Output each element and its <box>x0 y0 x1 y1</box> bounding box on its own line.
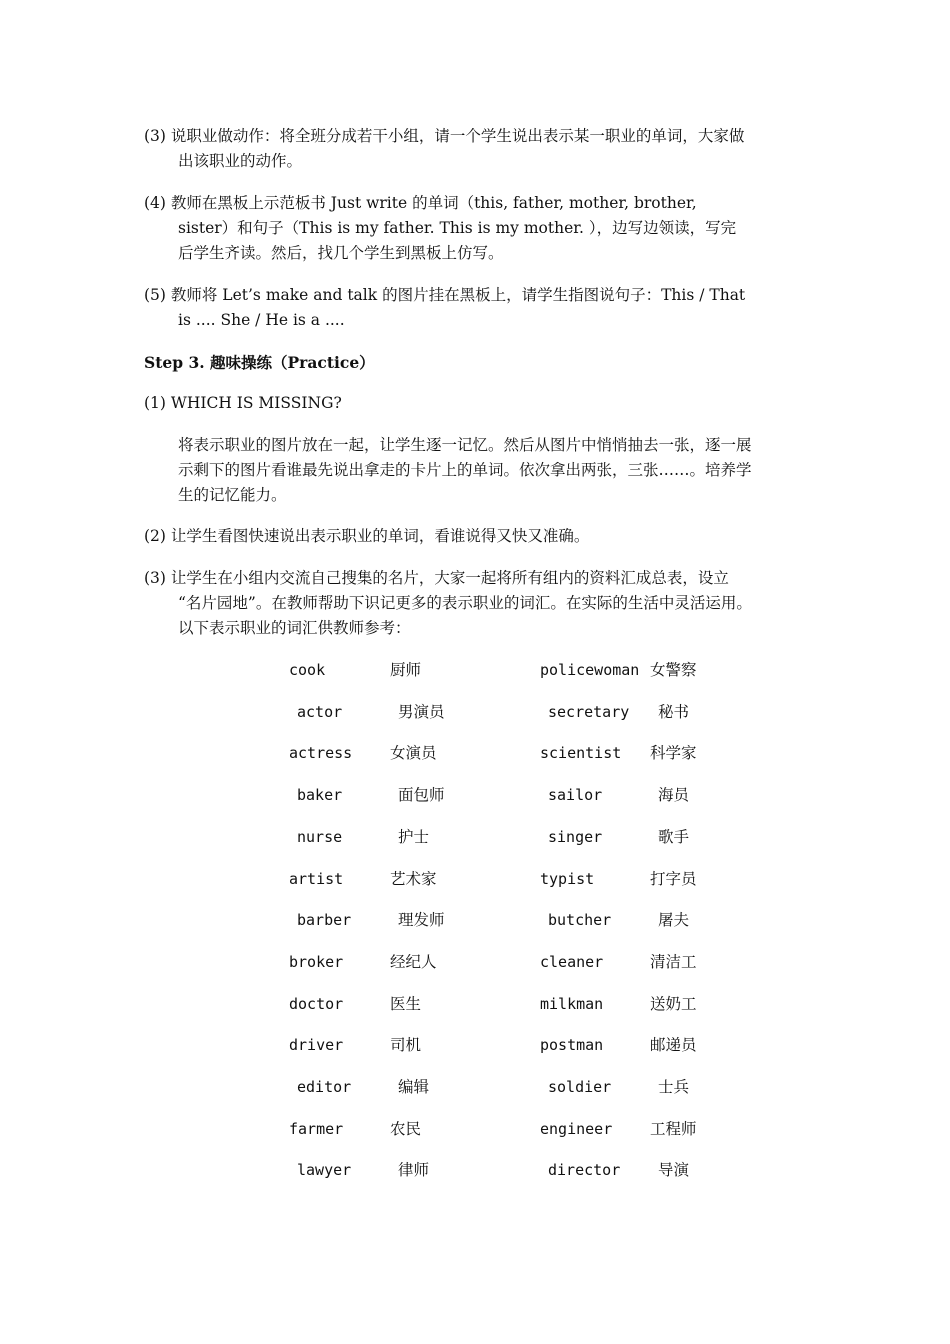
vocab-english-left: nurse <box>297 828 343 846</box>
vocab-english-right: typist <box>540 870 595 888</box>
vocab-english-right: policewoman <box>540 661 640 679</box>
vocab-chinese-left: 农民 <box>390 1120 422 1138</box>
vocab-english-left: farmer <box>289 1120 344 1138</box>
item-4-line-1: (4) 教师在黑板上示范板书 Just write 的单词（this, father, mother, brother, <box>144 194 697 212</box>
vocab-chinese-right: 打字员 <box>650 870 697 888</box>
item-5-line-2: is .... She / He is a .... <box>178 311 345 329</box>
vocab-english-right: director <box>548 1161 621 1179</box>
vocab-english-right: milkman <box>540 995 604 1013</box>
vocab-english-right: postman <box>540 1036 604 1054</box>
vocab-chinese-right: 歌手 <box>658 828 690 846</box>
practice-1-title <box>144 391 816 416</box>
step-3-heading: Step 3. 趣味操练（Practice） <box>144 353 375 372</box>
vocab-english-right: secretary <box>548 703 630 721</box>
item-3-line-1: (3) 说职业做动作：将全班分成若干小组，请一个学生说出表示某一职业的单词，大家做 <box>144 127 745 145</box>
vocab-chinese-left: 男演员 <box>398 703 445 721</box>
item-4-paragraph <box>144 191 816 266</box>
vocab-english-left: baker <box>297 786 343 804</box>
vocab-chinese-right: 送奶工 <box>650 995 697 1013</box>
vocab-english-right: sailor <box>548 786 603 804</box>
vocab-chinese-left: 护士 <box>398 828 430 846</box>
vocab-chinese-right: 科学家 <box>650 744 697 762</box>
vocab-chinese-left: 经纪人 <box>390 953 437 971</box>
practice-3-paragraph <box>144 566 816 641</box>
vocab-english-right: soldier <box>548 1078 612 1096</box>
vocab-english-left: driver <box>289 1036 344 1054</box>
vocab-chinese-left: 厨师 <box>390 661 422 679</box>
vocab-english-left: broker <box>289 953 344 971</box>
vocab-chinese-right: 女警察 <box>650 661 697 679</box>
vocab-english-left: cook <box>289 661 326 679</box>
practice-2-paragraph <box>144 524 816 549</box>
vocab-chinese-right: 邮递员 <box>650 1036 697 1054</box>
vocab-english-right: engineer <box>540 1120 613 1138</box>
vocab-english-left: lawyer <box>297 1161 352 1179</box>
vocab-chinese-left: 理发师 <box>398 911 445 929</box>
practice-3-line-2: “名片园地”。在教师帮助下识记更多的表示职业的词汇。在实际的生活中灵活运用。 <box>178 594 752 612</box>
vocab-chinese-right: 海员 <box>658 786 690 804</box>
vocab-chinese-left: 编辑 <box>398 1078 430 1096</box>
practice-3-line-1: (3) 让学生在小组内交流自己搜集的名片，大家一起将所有组内的资料汇成总表，设立 <box>144 569 729 587</box>
vocab-chinese-right: 秘书 <box>658 703 690 721</box>
vocab-chinese-right: 士兵 <box>658 1078 690 1096</box>
practice-1-line-3: 生的记忆能力。 <box>178 486 287 504</box>
vocab-chinese-left: 司机 <box>390 1036 422 1054</box>
vocab-chinese-left: 女演员 <box>390 744 437 762</box>
item-4-line-3: 后学生齐读。然后，找几个学生到黑板上仿写。 <box>178 244 504 262</box>
vocab-chinese-right: 工程师 <box>650 1120 697 1138</box>
practice-1-line-1: 将表示职业的图片放在一起，让学生逐一记忆。然后从图片中悄悄抽去一张，逐一展 <box>178 436 752 454</box>
vocab-english-left: doctor <box>289 995 344 1013</box>
vocab-english-right: scientist <box>540 744 622 762</box>
practice-1-paragraph <box>144 433 816 508</box>
item-5-paragraph <box>144 283 816 333</box>
practice-3-line-3: 以下表示职业的词汇供教师参考： <box>178 619 411 637</box>
vocab-chinese-right: 清洁工 <box>650 953 697 971</box>
vocab-chinese-left: 律师 <box>398 1161 430 1179</box>
item-4-line-2: sister）和句子（This is my father. This is my mother. ），边写边领读，写完 <box>178 219 737 237</box>
vocab-chinese-right: 导演 <box>658 1161 690 1179</box>
item-3-line-2: 出该职业的动作。 <box>178 152 303 170</box>
vocab-english-left: actress <box>289 744 353 762</box>
vocab-english-left: barber <box>297 911 352 929</box>
item-3-paragraph <box>144 124 816 174</box>
vocab-english-right: singer <box>548 828 603 846</box>
practice-1-line-2: 示剩下的图片看谁最先说出拿走的卡片上的单词。依次拿出两张，三张……。培养学 <box>178 461 752 479</box>
item-5-line-1: (5) 教师将 Let’s make and talk 的图片挂在黑板上，请学生指图说句子：This / That <box>144 286 746 304</box>
practice-2-line: (2) 让学生看图快速说出表示职业的单词，看谁说得又快又准确。 <box>144 527 590 545</box>
vocab-english-left: editor <box>297 1078 352 1096</box>
vocab-english-left: actor <box>297 703 343 721</box>
vocab-english-left: artist <box>289 870 344 888</box>
vocab-chinese-left: 艺术家 <box>390 870 437 888</box>
vocab-chinese-left: 面包师 <box>398 786 445 804</box>
vocab-english-right: butcher <box>548 911 612 929</box>
vocab-chinese-left: 医生 <box>390 995 422 1013</box>
vocab-english-right: cleaner <box>540 953 604 971</box>
practice-1-title-text: (1) WHICH IS MISSING? <box>144 394 342 412</box>
vocab-chinese-right: 屠夫 <box>658 911 690 929</box>
